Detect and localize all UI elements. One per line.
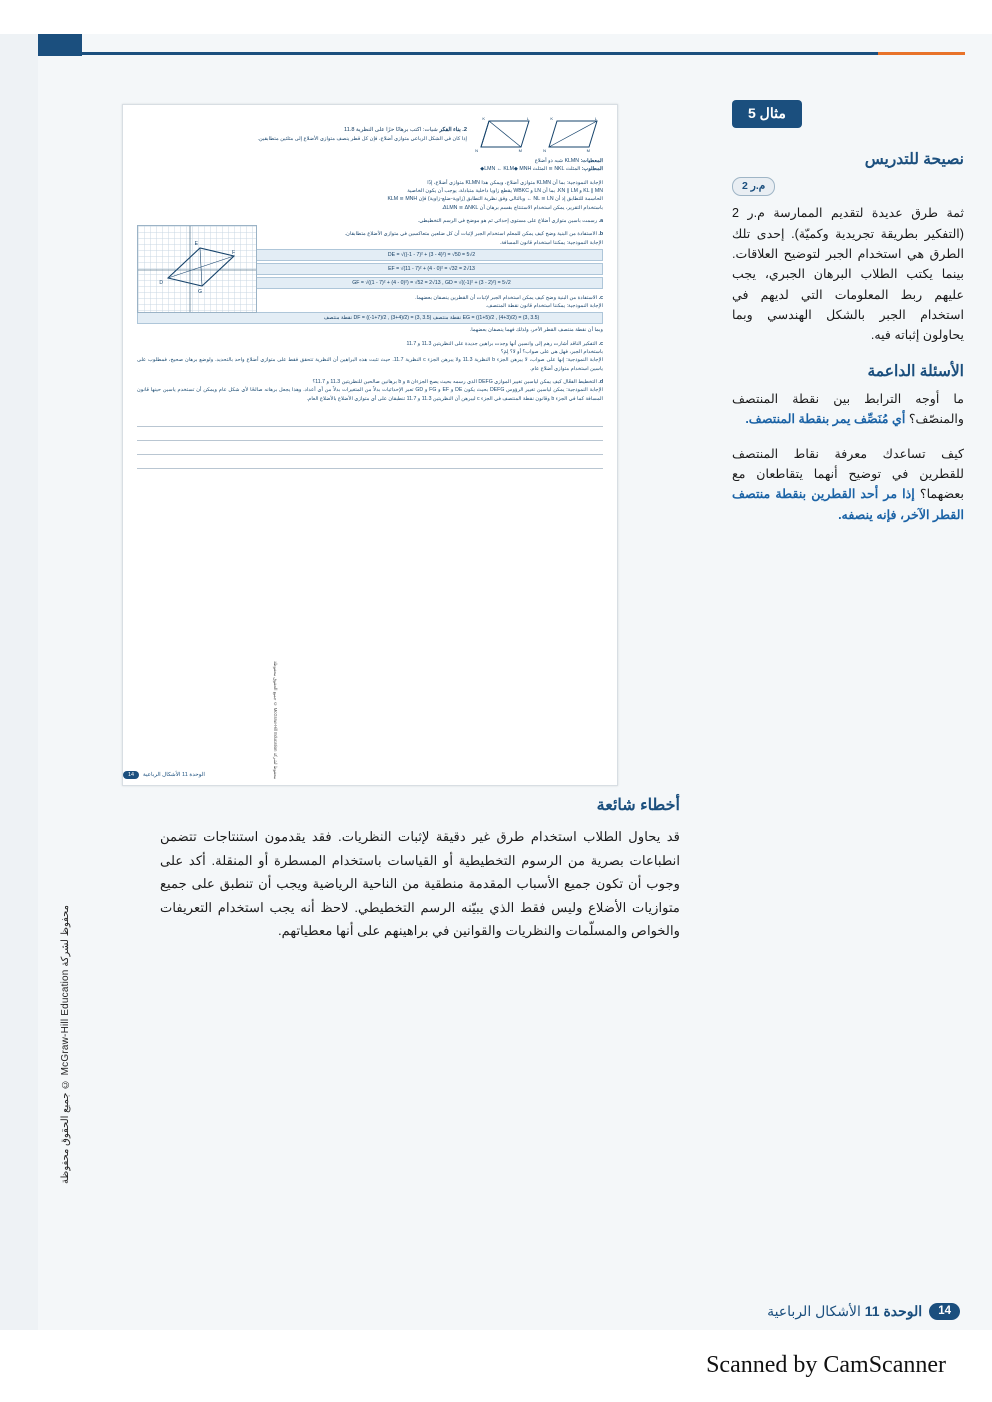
thumb-given: المعطيات: KLMN شبه ذو أضلاع: [534, 158, 603, 164]
thumb-item-b-eq2: EF = √(11 - 7)² + (4 - 0)² = √32 = 2√13: [137, 263, 603, 275]
vertical-copyright: محفوظ لشركة McGraw-Hill Education © جميع الحقوق محفوظة: [60, 905, 71, 1184]
support-questions-title: الأسئلة الداعمة: [867, 362, 964, 380]
thumb-item-c-tail: وبما أن نقطة منتصف القطر الأخر، ولذلك فهما ينصفان بعضهما.: [469, 327, 603, 334]
thumb-item-e: [137, 378, 603, 403]
thumb-side-copyright: محفوظ لشركة McGraw-Hill Education © جميع الحقوق محفوظة: [273, 661, 278, 780]
teaching-tip-body: ثمة طرق عديدة لتقديم الممارسة م.ر 2 (التفكير بطريقة تجريدية وكميّة). إحدى تلك الطرق هي استخدام الجبر لتوضيح العلاقات. بينما يكتب الطلاب البرهان الجبري، يجب عليهم ربط المعلومات التي لديهم في استخدام الجبر بالشكل الهندسي وبما يحاولون إثباته فيه.: [732, 206, 964, 343]
thumb-item-c-text: c. الاستفادة من البنية وضح كيف يمكن استخدام الجبر لإثبات أن القطرين ينصفان بعضهما.: [415, 294, 603, 301]
thumb-item-d-answer: الإجابة النموذجية: إنها على صواب، لا يبرهن الجزء b النظرية 11.3 ولا يبرهن الجزء c النظرية 11.7. حيث تثبت هذه البراهين أن النظرية تتحقق فقط على متوازي أضلاع واحد بالتحديد. ولوضع برهان صحيح، فمطلوب على ياسين استخدام متوازي أضلاع عام.: [137, 357, 604, 372]
thumb-footer-page-number: 14: [123, 771, 139, 779]
common-errors-body: قد يحاول الطلاب استخدام طرق غير دقيقة لإثبات النظريات. فقد يقدمون استنتاجات تتضمن انطباعات بصرية من الرسوم التخطيطية أو القياسات باستخدام المسطرة أو المنقلة. أكد على وجوب أن تكون جميع الأسباب المقدمة منطقية من الناحية الرياضية ويجب أن تنطبق على جميع متوازيات الأضلاع وليس فقط الذي يبيّنه الرسم التخطيطي. لاحظ أنه يجب استخدام التعريفات والخواص والمسلّمات والنظريات والقوانين في براهينهم على أنها معطياتهم.: [160, 829, 680, 938]
svg-text:M: M: [518, 148, 522, 153]
page-top-edge: [0, 0, 992, 34]
svg-text:K: K: [482, 116, 485, 121]
common-errors-title: أخطاء شائعة: [596, 797, 680, 814]
svg-text:K: K: [550, 116, 553, 121]
support-question-2-answer: إذا مر أحد القطرين بنقطة منتصف القطر الآخر، فإنه ينصفه.: [732, 487, 964, 522]
thumb-section2-title: 2. بناء الفكر شيات: اكتب برهانًا حرًا على النظرية 11.8: [344, 126, 467, 133]
thumb-item-b-eq1: DE = √((-1 - 7)² + (3 - 4)²) = √50 = 5√2: [137, 249, 603, 261]
teaching-sidebar: [732, 100, 964, 539]
svg-text:D: D: [159, 280, 163, 287]
svg-text:L: L: [526, 116, 529, 121]
example-badge-row: [732, 100, 964, 128]
thumb-section2-lead: إذا كان في الشكل الرباعي متوازي أضلاع، فإن كل قطر ينصف متوازي الأضلاع إلى مثلثين متطابقين.: [257, 135, 467, 142]
svg-text:N: N: [475, 148, 478, 153]
thumb-prove: المطلوب: المثلث NKL ≅ المثلث LMN ← KLM◆ MNH◆: [480, 166, 603, 173]
thumb-proof-line-2: KL ∥ MN و KN ∥ LM. بما أن LN و WBKC يقطع زاويا داخلية متبادلة، يوجب أن يكون الخاصية: [407, 187, 603, 194]
support-question-1-answer: أي مُنَصِّف يمر بنقطة المنتصف.: [745, 412, 906, 427]
header-accent-rule: [878, 52, 965, 55]
thumb-proof-line-3: الحاسمة للتطابق إذ أن NL ≅ LN ← وبالتالي وفق نظرية التطابق (زاوية-ضلع-زاوية) فإن KLM ≅ MNH: [387, 196, 603, 203]
support-question-2: [732, 444, 964, 526]
thumb-given-row: [137, 157, 603, 174]
thumb-item-b-text: b. الاستفادة من البنية وضح كيف يمكن للمعلم استخدام الجبر لإثبات أن كل ضلعين متعاكسين في متوازي الأضلاع متطابقان.: [344, 231, 603, 238]
student-page-thumbnail: [122, 104, 618, 786]
footer-unit-label: الوحدة 11 الأشكال الرباعية: [767, 1303, 923, 1319]
thumb-item-d-text: c. التفكير الناقد أشارت رهم إلى وانسين أنها وجدت براهين جديدة على النظريتين 11.3 و 11.7: [406, 340, 603, 347]
practice-standard-row: [732, 176, 964, 203]
thumb-item-a-text: a. رسمت باسين متوازي أضلاع على مستوى إحداثي ثم هو موضح في الرسم التخطيطي.: [417, 217, 603, 224]
teaching-tip-title: نصيحة للتدريس: [864, 151, 964, 168]
thumb-item-b-answer-lead: الإجابة النموذجية: يمكننا استخدام قانون المسافة.: [499, 239, 603, 246]
parallelogram-figure-2: [545, 117, 603, 153]
header-rule: [82, 52, 965, 55]
svg-text:N: N: [543, 148, 546, 153]
thumbnail-header-row: [137, 117, 603, 153]
thumb-footer-text: الوحدة 11 الأشكال الرباعية: [143, 772, 205, 778]
example-badge: مثال 5: [732, 100, 802, 128]
thumb-item-c-answer-lead: الإجابة النموذجية: يمكننا استخدام قانون نقطة المنتصف.: [485, 303, 603, 310]
header-block-decor: [38, 34, 82, 56]
svg-text:G: G: [198, 289, 202, 296]
page-number-badge: 14: [929, 1303, 960, 1320]
thumb-item-c-eq: نقطة منتصف DF = ((-1+7)/2 , (3+4)/2) = (3, 3.5) نقطة منتصف EG = ((1+5)/2 , (4+3)/2) = (3, 3.5): [137, 312, 603, 324]
svg-text:L: L: [594, 116, 597, 121]
thumb-item-b-eq3: GF = √((1 - 7)² + (4 - 0)²) = √52 = 2√13 , GD = √((-1)² + (3 - 2)²) = 5√2: [137, 277, 603, 289]
scanner-credit: Scanned by CamScanner: [706, 1352, 946, 1378]
thumb-proof-line-4: باستخدام التقرير، يمكن استخدام الاستنتاج بقسم برهان أن ΔLMN ≅ ΔNKL.: [441, 204, 603, 211]
thumb-footer: [123, 771, 617, 779]
page-left-edge: [0, 0, 38, 1330]
support-question-1: [732, 389, 964, 430]
support-question-1-text: ما أوجه الترابط بين نقطة المنتصف والمنصّف؟: [732, 391, 964, 427]
thumb-proof-line-1: الإجابة النموذجية: بما أن KLMN متوازي أضلاع، ويمكن هذا KLMN متوازي أضلاع، إذًا: [427, 179, 603, 186]
thumb-item-e-text: d. التخطيط الفعّال كيف يمكن لياسين تغيير الموازي DEFG الذي رسمه بحيث يصح الجزءان a و b برهانين صالحين للنظريتين 11.3 و 11.7؟: [312, 379, 603, 385]
svg-text:M: M: [586, 148, 590, 153]
coordinate-grid-figure: [137, 225, 257, 313]
page-footer: [767, 1303, 960, 1320]
support-question-2-text: كيف تساعدك معرفة نقاط المنتصف للقطرين في توضيح أنهما يتقاطعان مع بعضهما؟: [732, 446, 964, 502]
parallelogram-figure-1: [477, 117, 535, 153]
thumb-writing-lines: [137, 413, 603, 469]
common-errors-block: [160, 795, 680, 943]
thumb-proof-block: [137, 179, 603, 212]
svg-text:F: F: [231, 250, 235, 257]
practice-standard-badge: م.ر 2: [732, 177, 775, 196]
thumb-item-e-answer: الإجابة النموذجية: يمكن لياسين تغيير الرؤوس DEFG بحيث يكون DE و EF و FG و GD تعبر الإحداثيات بدلاً من المتغيرات بدلاً من أي أعداد. وهذا يجعل برهانه صالحًا لأي شكل عام ويمكن أن تستخدم ياسين حينها قانون المسافة كما في الجزء b وقانون نقطة المنتصف في الجزء c ليبرهن أن النظريتين 11.3 و 11.7 تنطبقان على أي متوازي الأضلاع بالأضلاع العام.: [137, 387, 604, 402]
thumb-item-d: [137, 340, 603, 373]
svg-text:E: E: [194, 241, 198, 248]
thumb-item-d-body: باستخدام الجبر، فهل هي على صواب؟ أو لا؟ لِمَ؟: [500, 349, 603, 356]
